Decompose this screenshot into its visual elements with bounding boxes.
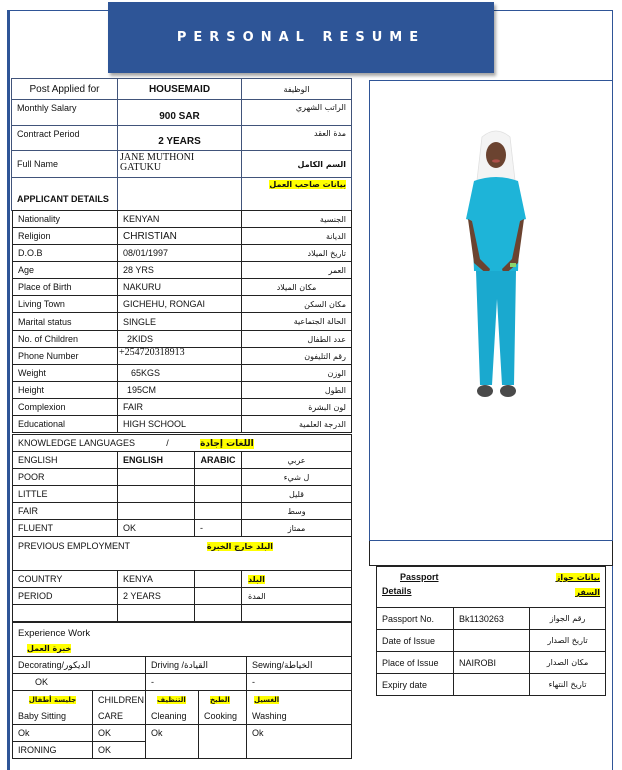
experience-title-arabic: خبرة العمل [27, 644, 72, 653]
lang-level-little: LITTLE [13, 486, 118, 503]
issue-place-value: NAIROBI [454, 652, 530, 674]
contract-value: 2 YEARS [118, 126, 242, 151]
languages-title-row [13, 435, 352, 452]
skill-decorating-value: OK [13, 674, 146, 691]
marital-arabic: الحالة الجتماعية [242, 313, 352, 331]
blank-cell [13, 605, 118, 622]
table-row [12, 151, 352, 178]
phone-arabic: رقم التليفون [242, 348, 352, 365]
living-town-value: GICHEHU, RONGAI [118, 296, 242, 313]
age-label: Age [13, 262, 118, 279]
education-arabic: الدرجة العلمية [242, 416, 352, 433]
cooking-label: Cooking [204, 711, 238, 721]
passport-title [377, 567, 530, 608]
lang-level-arabic: وسط [242, 503, 352, 520]
lang-arabic-cell [195, 503, 242, 520]
skill-childrencare [93, 691, 146, 725]
blank-cell [195, 605, 242, 622]
passport-title-bottom: Details [382, 586, 412, 596]
skill-cleaning [146, 691, 199, 725]
passport-table [376, 566, 606, 696]
marital-label: Marital status [13, 313, 118, 331]
lang-english-cell: OK [118, 520, 195, 537]
skill-cooking [199, 691, 247, 725]
children-value: 2KIDS [118, 331, 242, 348]
lang-header-arabic: ARABIC [195, 452, 242, 469]
cooking-value [199, 725, 247, 759]
languages-separator: / [166, 437, 169, 448]
post-arabic: الوظيفة [242, 79, 352, 100]
lang-english-cell [118, 503, 195, 520]
religion-arabic: الديانة [242, 228, 352, 245]
languages-title: KNOWLEDGE LANGUAGES [18, 437, 136, 448]
passport-no-label: Passport No. [377, 608, 454, 630]
expiry-value [454, 674, 530, 696]
childrencare-label-bottom: CARE [98, 710, 124, 721]
lang-level-arabic: ل شيء [242, 469, 352, 486]
period-extra [195, 588, 242, 605]
expiry-label: Expiry date [377, 674, 454, 696]
country-arabic-cell [242, 571, 352, 588]
applicant-details-blank [118, 178, 242, 211]
skill-driving-value: - [146, 674, 247, 691]
birthplace-label: Place of Birth [13, 279, 118, 296]
height-value: 195CM [118, 382, 242, 399]
height-label: Height [13, 382, 118, 399]
skill-sewing-label: Sewing/الخياطة [247, 657, 352, 674]
religion-value: CHRISTIAN [118, 228, 242, 245]
country-arabic: البلد [248, 575, 265, 584]
ironing-label: IRONING [13, 742, 93, 759]
period-arabic: المدة [248, 592, 266, 601]
babysitting-arabic: جليسة أطفال [28, 696, 77, 704]
employment-title: PREVIOUS EMPLOYMENT [18, 541, 130, 551]
skill-sewing-value: - [247, 674, 352, 691]
photo-spacer [369, 541, 613, 566]
nationality-value: KENYAN [118, 211, 242, 228]
salary-value: 900 SAR [118, 100, 242, 126]
languages-title-arabic: اللغات إجادة [200, 438, 254, 449]
skill-babysitting [13, 691, 93, 725]
cleaning-label: Cleaning [151, 711, 187, 721]
table-row [12, 178, 352, 211]
table-row [12, 100, 352, 126]
religion-label: Religion [13, 228, 118, 245]
period-arabic-cell [242, 588, 352, 605]
salary-label: Monthly Salary [12, 100, 118, 126]
experience-title-arabic-wrap [18, 641, 346, 656]
children-label: No. of Children [13, 331, 118, 348]
experience-table [12, 622, 352, 759]
childrencare-value: OK [93, 725, 146, 742]
complexion-label: Complexion [13, 399, 118, 416]
applicant-photo [460, 129, 532, 415]
skill-driving-label: Driving /القيادة [146, 657, 247, 674]
contract-label: Contract Period [12, 126, 118, 151]
weight-value: 65KGS [118, 365, 242, 382]
country-extra [195, 571, 242, 588]
phone-value: +254720318913 [118, 348, 242, 365]
weight-arabic: الوزن [242, 365, 352, 382]
weight-label: Weight [13, 365, 118, 382]
living-town-arabic: مكان السكن [242, 296, 352, 313]
employment-title-arabic: البلد خارج الخبرة [206, 542, 273, 551]
blank-cell [118, 605, 195, 622]
expiry-arabic: تاريخ النتهاء [530, 674, 606, 696]
phone-label: Phone Number [13, 348, 118, 365]
passport-no-arabic: رقم الجواز [530, 608, 606, 630]
post-value: HOUSEMAID [118, 79, 242, 100]
lang-english-cell [118, 469, 195, 486]
complexion-arabic: لون البشرة [242, 399, 352, 416]
lang-level-arabic: ممتاز [242, 520, 352, 537]
issue-date-value [454, 630, 530, 652]
childrencare-label-top: CHILDREN [98, 694, 145, 705]
lang-header-english: ENGLISH [118, 452, 195, 469]
job-table [11, 78, 352, 211]
issue-place-arabic: مكان الصدار [530, 652, 606, 674]
passport-title-top: Passport [400, 572, 439, 582]
ironing-value: OK [93, 742, 146, 759]
complexion-value: FAIR [118, 399, 242, 416]
applicant-details-heading: APPLICANT DETAILS [12, 178, 118, 211]
page-border-left [7, 10, 10, 770]
lang-arabic-cell [195, 469, 242, 486]
lang-arabic-cell [195, 486, 242, 503]
blank-cell [242, 605, 352, 622]
dob-value: 08/01/1997 [118, 245, 242, 262]
experience-title: Experience Work [18, 628, 91, 639]
dob-arabic: تاريخ الميلاد [242, 245, 352, 262]
passport-no-value: Bk1130263 [454, 608, 530, 630]
passport-title-arabic-top: بيانات جواز [555, 573, 601, 582]
skill-washing [247, 691, 352, 725]
birthplace-arabic: مكان الميلاد [242, 279, 352, 296]
cooking-arabic: الطبخ [210, 696, 230, 704]
issue-place-label: Place of Issue [377, 652, 454, 674]
birthplace-value: NAKURU [118, 279, 242, 296]
nationality-arabic: الجنسية [242, 211, 352, 228]
washing-label: Washing [252, 711, 287, 721]
dob-label: D.O.B [13, 245, 118, 262]
country-label: COUNTRY [13, 571, 118, 588]
employment-title-row [13, 537, 352, 571]
washing-value: Ok [247, 725, 352, 759]
marital-value: SINGLE [118, 313, 242, 331]
applicant-table [12, 210, 352, 433]
issue-date-arabic: تاريخ الصدار [530, 630, 606, 652]
passport-title-arabic-bottom: السفر [575, 588, 601, 597]
lang-level-poor: POOR [13, 469, 118, 486]
table-row [12, 79, 352, 100]
passport-title-arabic [530, 567, 606, 608]
cleaning-value: Ok [146, 725, 199, 759]
living-town-label: Living Town [13, 296, 118, 313]
children-arabic: عدد الطفال [242, 331, 352, 348]
period-label: PERIOD [13, 588, 118, 605]
babysitting-value: Ok [13, 725, 93, 742]
languages-table [12, 434, 352, 537]
nationality-label: Nationality [13, 211, 118, 228]
experience-title-row [13, 623, 352, 657]
country-value: KENYA [118, 571, 195, 588]
post-label: Post Applied for [12, 79, 118, 100]
lang-arabic-cell: - [195, 520, 242, 537]
salary-arabic: الراتب الشهري [242, 100, 352, 126]
applicant-details-arabic: بيانات صاحب العمل [242, 178, 352, 211]
age-arabic: العمر [242, 262, 352, 279]
fullname-arabic: السم الكامل [242, 151, 352, 178]
contract-arabic: مدة العقد [242, 126, 352, 151]
skill-decorating-label: Decorating/الديكور [13, 657, 146, 674]
age-value: 28 YRS [118, 262, 242, 279]
issue-date-label: Date of Issue [377, 630, 454, 652]
lang-header-level: ENGLISH [13, 452, 118, 469]
period-value: 2 YEARS [118, 588, 195, 605]
fullname-value: JANE MUTHONI GATUKU [118, 151, 242, 178]
education-value: HIGH SCHOOL [118, 416, 242, 433]
education-label: Educational [13, 416, 118, 433]
babysitting-label: Baby Sitting [18, 711, 67, 721]
height-arabic: الطول [242, 382, 352, 399]
cleaning-arabic: التنظيف [157, 696, 186, 704]
lang-level-fluent: FLUENT [13, 520, 118, 537]
applicant-photo-frame [369, 80, 613, 541]
lang-level-fair: FAIR [13, 503, 118, 520]
page-title: PERSONAL RESUME [176, 30, 426, 45]
washing-arabic: الغسيل [254, 696, 280, 704]
employment-table [12, 536, 352, 622]
lang-header-arabic-label: عربي [242, 452, 352, 469]
title-banner [108, 2, 494, 73]
lang-english-cell [118, 486, 195, 503]
lang-level-arabic: قليل [242, 486, 352, 503]
fullname-label: Full Name [12, 151, 118, 178]
table-row [12, 126, 352, 151]
